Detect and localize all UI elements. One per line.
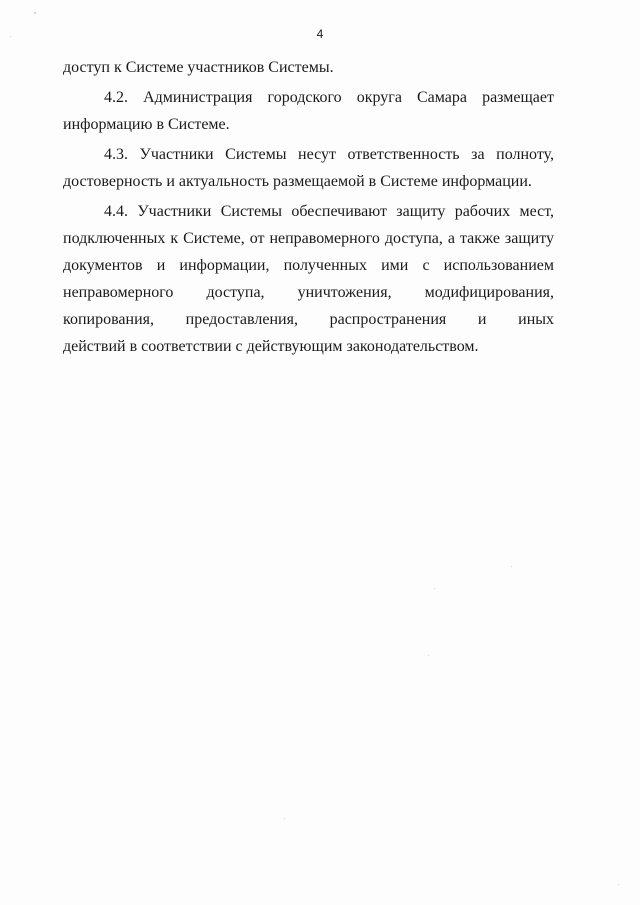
text-line: доступ к Системе участников Системы.: [63, 59, 334, 76]
paragraph-continuation: [63, 54, 554, 81]
paragraph-4-3: [63, 141, 554, 195]
text-line: 4.2. Администрация городского округа Самара размещает: [104, 89, 554, 106]
paragraph-4-4: [63, 198, 554, 360]
text-line: действий в соответствии с действующим законодательством.: [63, 338, 479, 355]
scan-speck: [10, 36, 11, 37]
text-line: документов и информации, полученных ими с использованием: [63, 257, 554, 274]
paragraph-4-2: [63, 84, 554, 138]
text-line: копирования, предоставления, распространения и иных: [63, 311, 554, 328]
scan-speck: [428, 655, 429, 656]
scan-speck: [284, 818, 285, 819]
text-line: подключенных к Системе, от неправомерного доступа, а также защиту: [63, 230, 554, 247]
text-line: неправомерного доступа, уничтожения, модифицирования,: [63, 284, 554, 301]
text-line: 4.4. Участники Системы обеспечивают защиту рабочих мест,: [104, 203, 554, 220]
text-line: достоверность и актуальность размещаемой в Системе информации.: [63, 173, 532, 190]
scan-speck: [511, 566, 512, 567]
scan-speck: [34, 12, 36, 14]
body-text: [63, 54, 554, 360]
page-number: 4: [316, 27, 324, 41]
scan-speck: [618, 884, 619, 885]
text-line: 4.3. Участники Системы несут ответственность за полноту,: [104, 146, 554, 163]
scan-speck: [434, 588, 435, 589]
text-line: информацию в Системе.: [63, 116, 230, 133]
